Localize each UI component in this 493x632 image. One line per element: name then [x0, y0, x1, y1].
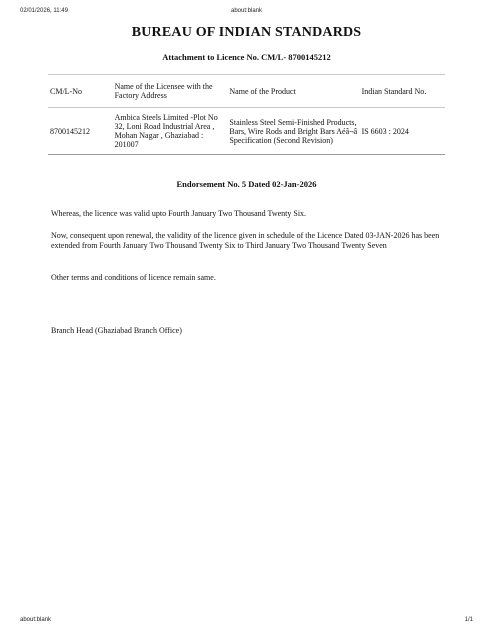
table-header-row: [48, 75, 445, 108]
paragraph-renewal: Now, consequent upon renewal, the validity of the licence given in schedule of the Licence Dated 03-JAN-2026 has been extended from Fourth January Two Thousand Twenty Six to Third January Two Thousand Twenty Seven: [51, 231, 440, 250]
licence-table: [48, 74, 445, 155]
cell-licensee: Ambica Steels Limited -Plot No 32, Loni Road Industrial Area , Mohan Nagar , Ghaziabad : 201007: [114, 113, 218, 149]
header-licensee: Name of the Licensee with the Factory Address: [114, 82, 213, 100]
print-header-url: about:blank: [230, 8, 263, 14]
document-subtitle: Attachment to Licence No. CM/L- 8700145212: [162, 52, 331, 62]
cell-product: Stainless Steel Semi-Finished Products, Bars, Wire Rods and Bright Bars Aéâ¬â Specification (Second Revision): [229, 117, 358, 145]
paragraph-terms: Other terms and conditions of licence remain same.: [51, 273, 216, 282]
signatory: Branch Head (Ghaziabad Branch Office): [51, 326, 182, 335]
header-cml-no: CM/L-No: [50, 86, 82, 96]
document-title: BUREAU OF INDIAN STANDARDS: [131, 25, 362, 40]
print-footer-url: about:blank: [20, 617, 52, 623]
paragraph-validity: Whereas, the licence was valid upto Fourth January Two Thousand Twenty Six.: [51, 209, 307, 218]
header-standard: Indian Standard No.: [361, 86, 427, 96]
cell-standard: IS 6603 : 2024: [361, 126, 409, 136]
cell-cml-no: 8700145212: [50, 126, 90, 136]
header-product: Name of the Product: [229, 86, 296, 96]
endorsement-title: Endorsement No. 5 Dated 02-Jan-2026: [176, 179, 317, 189]
table-row: [48, 108, 445, 155]
print-footer-page-count: 1/1: [464, 617, 473, 623]
print-header-datetime: 02/01/2026, 11:49: [20, 8, 68, 14]
